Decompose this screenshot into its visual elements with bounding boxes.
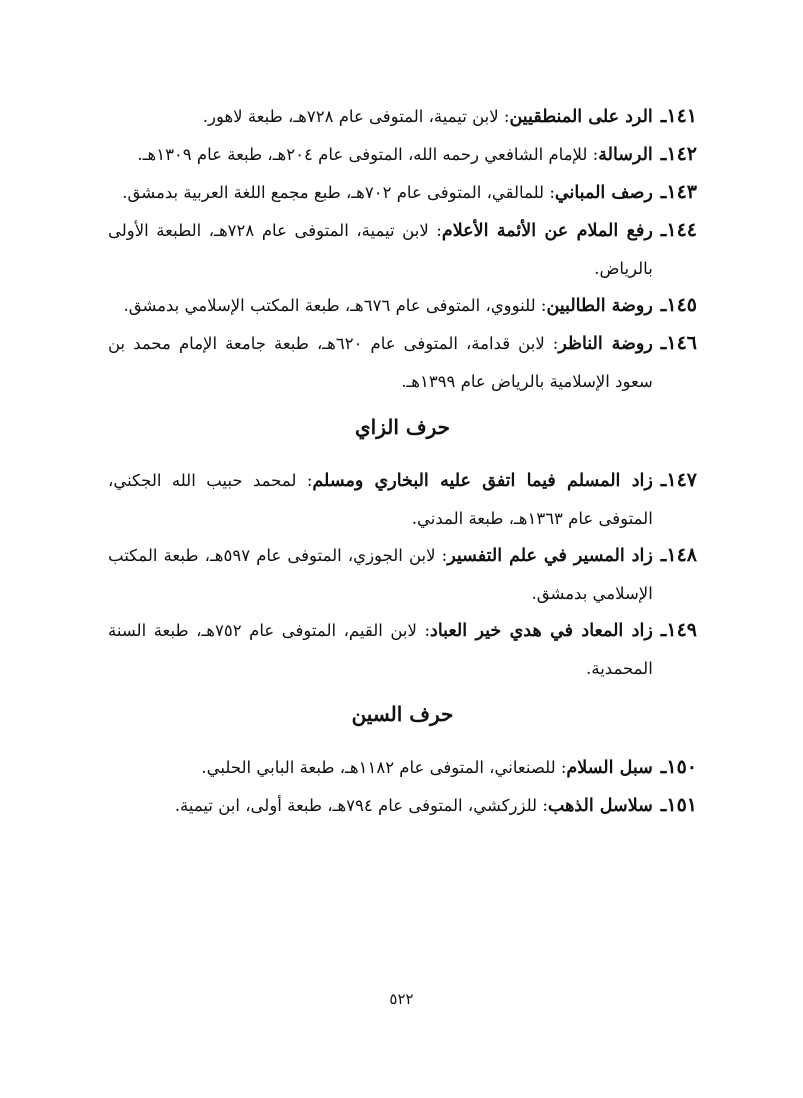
entry-text: [108, 212, 653, 287]
entry-details: : للصنعاني، المتوفى عام ١١٨٢هـ، طبعة البابي الحلبي.: [201, 758, 567, 777]
entry-title: روضة الطالبين: [546, 296, 653, 316]
entry-details: : لابن تيمية، المتوفى عام ٧٢٨هـ، طبعة لاهور.: [202, 107, 510, 126]
entry-details: : للمالقي، المتوفى عام ٧٠٢هـ، طبع مجمع اللغة العربية بدمشق.: [122, 183, 555, 202]
bibliography-entry: [108, 325, 697, 400]
entry-text: [108, 749, 653, 787]
entry-details: : للزركشي، المتوفى عام ٧٩٤هـ، طبعة أولى، ابن تيمية.: [174, 796, 548, 815]
entry-number: ١٤١ـ: [660, 105, 697, 127]
entry-details: : لمحمد حبيب الله الجكني، المتوفى عام ١٣٦٣هـ، طبعة المدني.: [108, 471, 653, 528]
entry-details: : للإمام الشافعي رحمه الله، المتوفى عام ٢٠٤هـ، طبعة عام ١٣٠٩هـ.: [137, 145, 599, 164]
entry-number: ١٤٩ـ: [660, 619, 697, 641]
entry-text: [108, 287, 653, 325]
entry-details: : للنووي، المتوفى عام ٦٧٦هـ، طبعة المكتب الإسلامي بدمشق.: [123, 296, 547, 315]
bibliography-entry: [108, 174, 697, 212]
entry-number: ١٤٧ـ: [660, 469, 697, 491]
entry-number: ١٥٠ـ: [660, 756, 697, 778]
bibliography-entry: [108, 98, 697, 136]
section-heading-seen: حرف السين: [351, 702, 454, 726]
bibliography-entry: [108, 287, 697, 325]
entry-text: [108, 136, 653, 174]
entry-text: [108, 537, 653, 612]
bibliography-page: [108, 98, 697, 825]
bibliography-entry: [108, 462, 697, 537]
entry-text: [108, 612, 653, 687]
entry-text: [108, 325, 653, 400]
page-number: ٥٢٢: [389, 990, 414, 1008]
entry-title: زاد المسلم فيما اتفق عليه البخاري ومسلم: [312, 471, 653, 491]
entry-number: ١٤٣ـ: [660, 181, 697, 203]
entry-details: : لابن قدامة، المتوفى عام ٦٢٠هـ، طبعة جامعة الإمام محمد بن سعود الإسلامية بالرياض عام ١٣٩٩هـ.: [108, 334, 653, 391]
entry-number: ١٤٦ـ: [660, 332, 697, 354]
entry-title: الرسالة: [598, 145, 653, 165]
entry-details: : لابن القيم، المتوفى عام ٧٥٢هـ، طبعة السنة المحمدية.: [108, 621, 653, 678]
entry-details: : لابن تيمية، المتوفى عام ٧٢٨هـ، الطبعة الأولى بالرياض.: [108, 221, 653, 278]
bibliography-entry: [108, 212, 697, 287]
entry-text: [108, 787, 653, 825]
entry-number: ١٤٥ـ: [660, 294, 697, 316]
entry-text: [108, 98, 653, 136]
entry-number: ١٤٨ـ: [660, 544, 697, 566]
entry-text: [108, 462, 653, 537]
entry-title: سلاسل الذهب: [547, 796, 653, 816]
section-heading-zay: حرف الزاي: [355, 415, 450, 439]
entry-title: زاد المعاد في هدي خير العباد: [430, 621, 653, 641]
entry-number: ١٤٤ـ: [660, 219, 697, 241]
bibliography-entry: [108, 749, 697, 787]
entry-title: سبل السلام: [566, 758, 653, 778]
bibliography-entry: [108, 136, 697, 174]
entry-title: رصف المباني: [554, 183, 653, 203]
bibliography-entry: [108, 537, 697, 612]
entry-number: ١٥١ـ: [660, 794, 697, 816]
entry-details: : لابن الجوزي، المتوفى عام ٥٩٧هـ، طبعة المكتب الإسلامي بدمشق.: [108, 546, 653, 603]
entry-title: روضة الناظر: [558, 334, 653, 354]
entry-title: زاد المسير في علم التفسير: [447, 546, 653, 566]
entry-number: ١٤٢ـ: [660, 143, 697, 165]
entry-title: الرد على المنطقيين: [509, 107, 653, 127]
bibliography-entry: [108, 787, 697, 825]
entry-text: [108, 174, 653, 212]
entry-title: رفع الملام عن الأئمة الأعلام: [441, 221, 653, 241]
bibliography-entry: [108, 612, 697, 687]
